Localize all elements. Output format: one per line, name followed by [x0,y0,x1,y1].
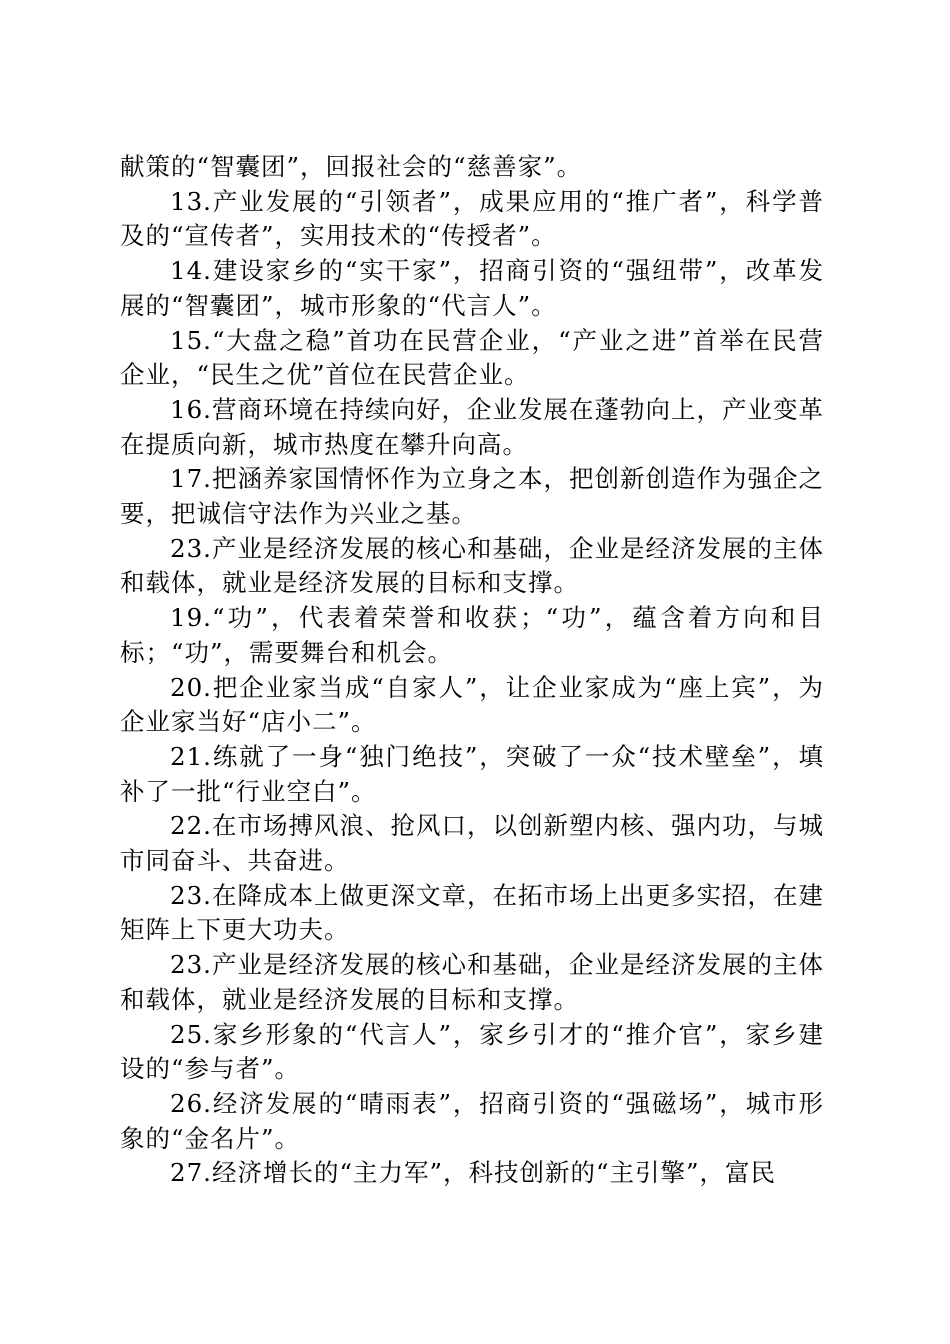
paragraph: 20.把企业家当成“自家人”，让企业家成为“座上宾”，为企业家当好“店小二”。 [120,672,824,737]
paragraph: 19.“功”，代表着荣誉和收获；“功”，蕴含着方向和目标；“功”，需要舞台和机会。 [120,603,824,667]
paragraph: 21.练就了一身“独门绝技”，突破了一众“技术壁垒”，填补了一批“行业空白”。 [120,741,824,806]
paragraph: 17.把涵养家国情怀作为立身之本，把创新创造作为强企之要，把诚信守法作为兴业之基。 [120,464,824,529]
paragraph: 13.产业发展的“引领者”，成果应用的“推广者”，科学普及的“宣传者”，实用技术的“传授者”。 [120,186,824,251]
paragraph: 23.产业是经济发展的核心和基础，企业是经济发展的主体和载体，就业是经济发展的目标和支撑。 [120,950,824,1014]
paragraph: 23.产业是经济发展的核心和基础，企业是经济发展的主体和载体，就业是经济发展的目标和支撑。 [120,533,824,598]
paragraph: 23.在降成本上做更深文章，在拓市场上出更多实招，在建矩阵上下更大功夫。 [120,880,824,945]
paragraph: 16.营商环境在持续向好，企业发展在蓬勃向上，产业变革在提质向新，城市热度在攀升向高。 [120,394,824,459]
paragraph: 26.经济发展的“晴雨表”，招商引资的“强磁场”，城市形象的“金名片”。 [120,1088,824,1153]
document-body [120,150,824,1191]
paragraph: 27.经济增长的“主力军”，科技创新的“主引擎”，富民 [170,1158,777,1188]
paragraph: 15.“大盘之稳”首功在民营企业，“产业之进”首举在民营企业，“民生之优”首位在民营企业。 [120,325,824,390]
paragraph: 22.在市场搏风浪、抢风口，以创新塑内核、强内功，与城市同奋斗、共奋进。 [120,811,824,876]
paragraph: 25.家乡形象的“代言人”，家乡引才的“推介官”，家乡建设的“参与者”。 [120,1019,824,1084]
paragraph: 献策的“智囊团”，回报社会的“慈善家”。 [120,152,583,181]
paragraph: 14.建设家乡的“实干家”，招商引资的“强纽带”，改革发展的“智囊团”，城市形象的“代言人”。 [120,256,824,320]
